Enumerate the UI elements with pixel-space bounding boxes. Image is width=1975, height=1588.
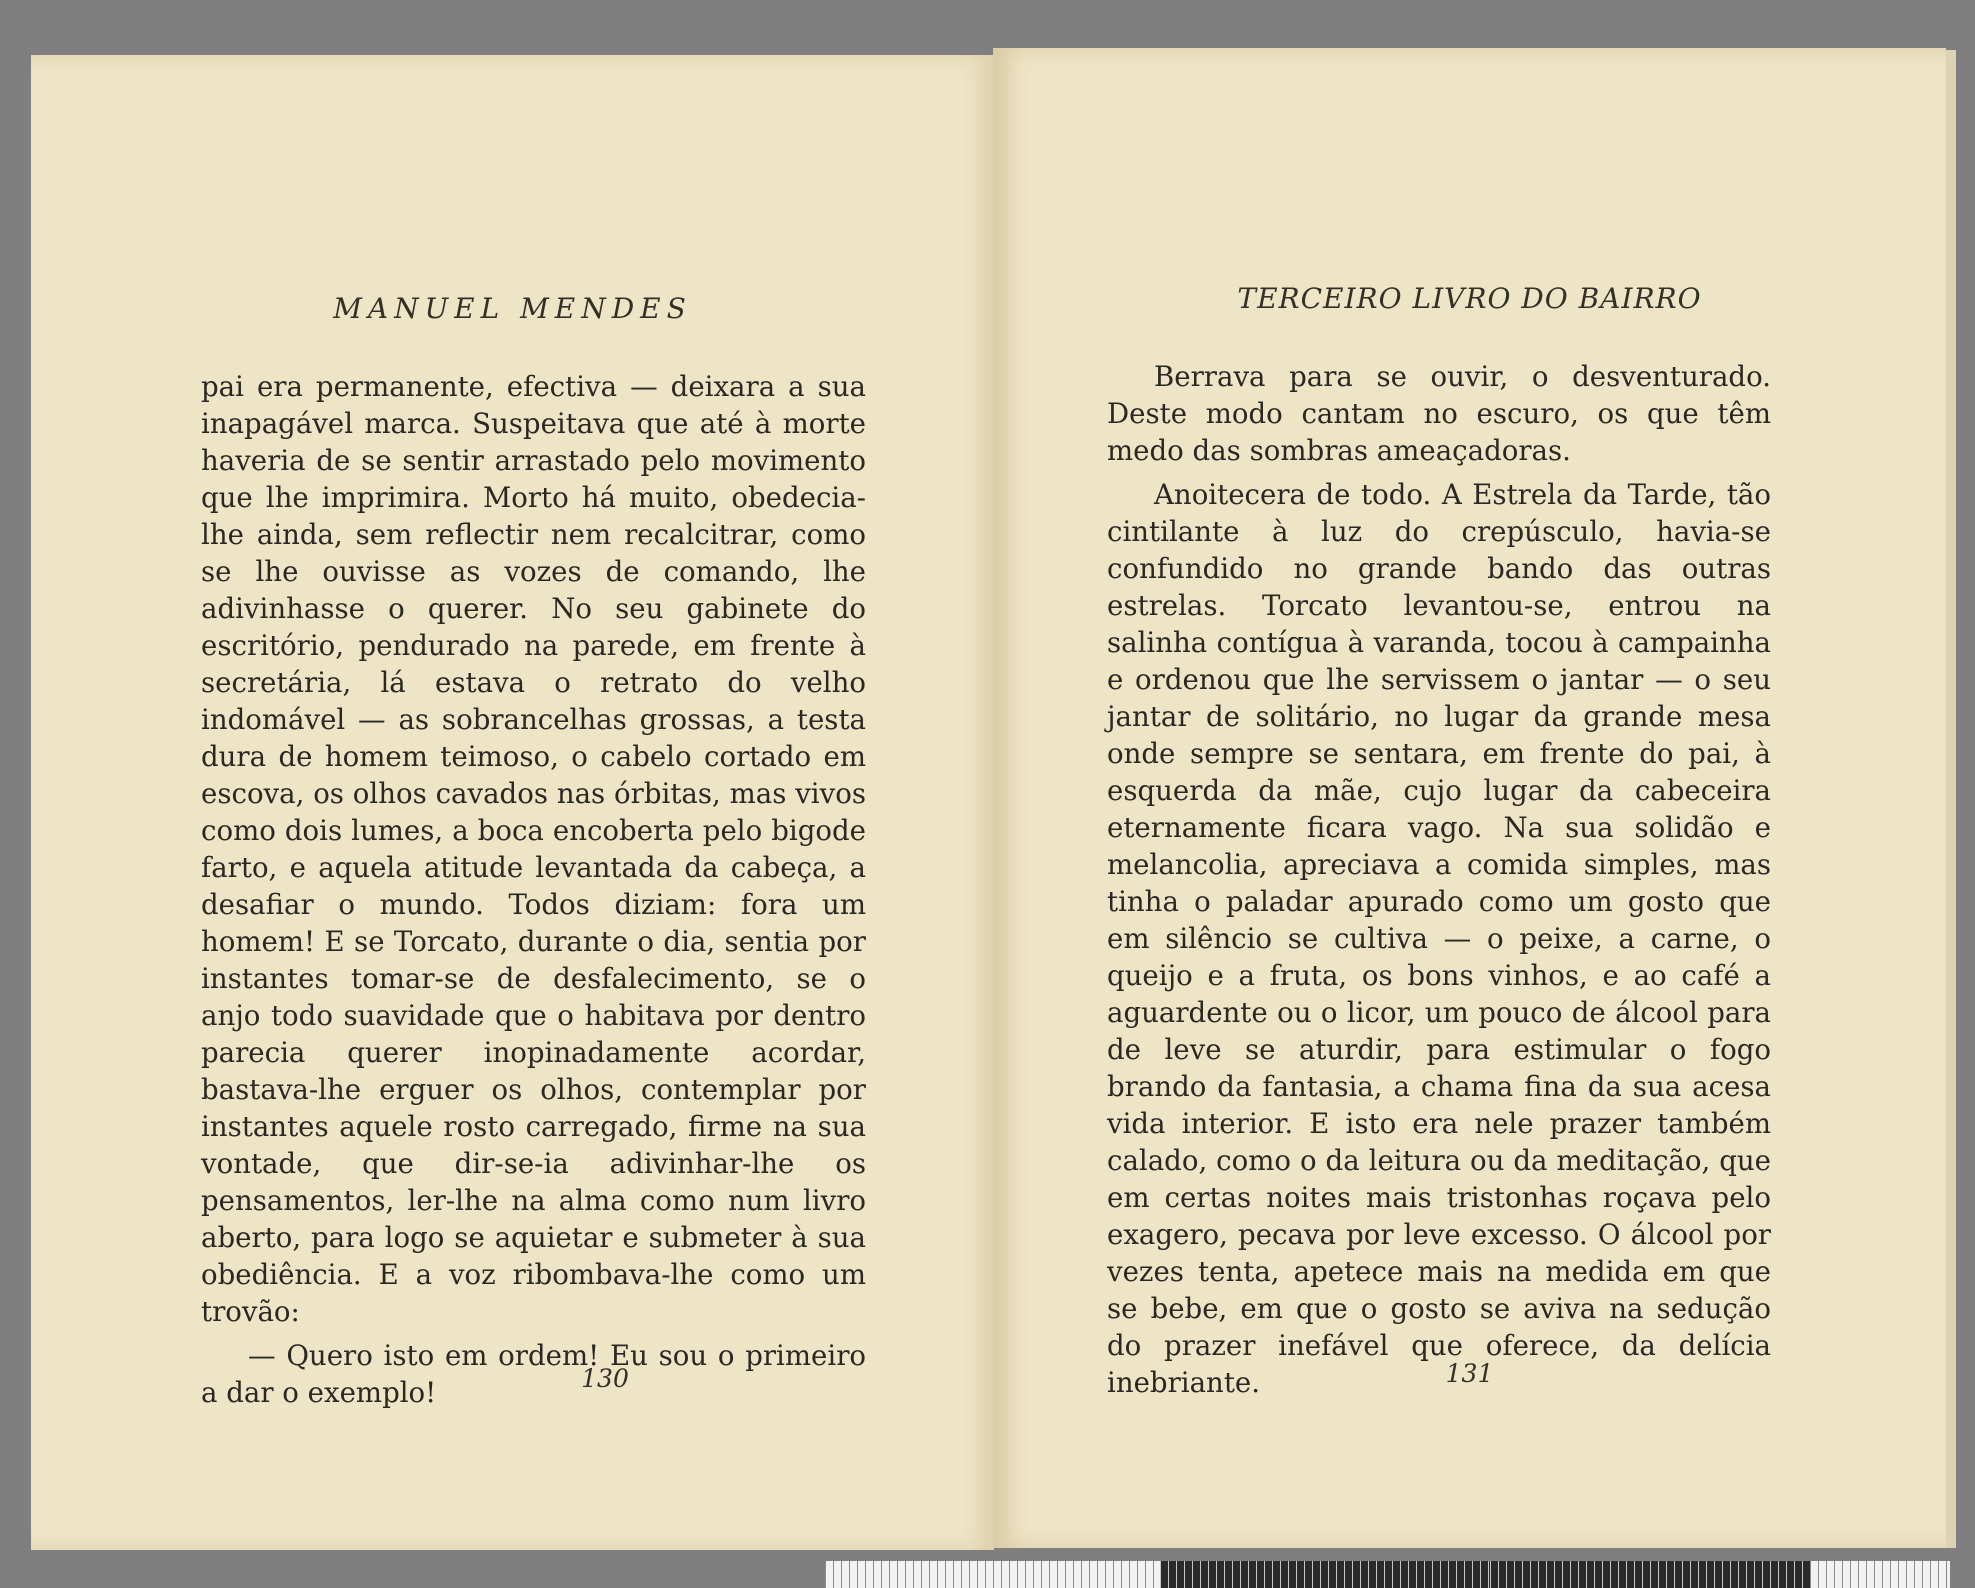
right-running-head: TERCEIRO LIVRO DO BAIRRO xyxy=(1237,282,1702,315)
ruler-light-segment xyxy=(825,1561,1160,1588)
left-running-head: MANUEL MENDES xyxy=(333,292,692,325)
left-page-number: 130 xyxy=(581,1364,629,1393)
left-paragraph-2: — Quero isto em ordem! Eu sou o primeiro a dar o exemplo! xyxy=(201,1339,866,1409)
ruler-dark-segment-2 xyxy=(1490,1561,1810,1588)
left-paragraph-1: pai era permanente, efectiva — deixara a sua inapagável marca. Suspeitava que até à morte haveria de se sentir arrastado pelo movimento que lhe imprimira. Morto há muito, obedecia-lhe ainda, sem reflectir nem recalcitrar, como se lhe ouvisse as vozes de comando, lhe adivinhasse o querer. No seu gabinete do escritório, pendurado na parede, em frente à secretária, lá estava o retrato do velho indomável — as sobrancelhas grossas, a testa dura de homem teimoso, o cabelo cortado em escova, os olhos cavados nas órbitas, mas vivos como dois lumes, a boca encoberta pelo bigode farto, e aquela atitude levantada da cabeça, a desafiar o mundo. Todos diziam: fora um homem! E se Torcato, durante o dia, sentia por instantes tomar-se de desfalecimento, se o anjo todo suavidade que o habitava por dentro parecia querer inopinadamente acordar, bastava-lhe erguer os olhos, contemplar por instantes aquele rosto carregado, firme na sua vontade, que dir-se-ia adivinhar-lhe os pensamentos, ler-lhe na alma como num livro aberto, para logo se aquietar e submeter à sua obediência. E a voz ribombava-lhe como um trovão: xyxy=(201,370,866,1328)
right-paragraph-1: Berrava para se ouvir, o desventurado. Deste modo cantam no escuro, os que têm medo das sombras ameaçadoras. xyxy=(1107,360,1771,467)
right-page xyxy=(993,48,1946,1548)
ruler-dark-segment xyxy=(1160,1561,1490,1588)
left-page-body xyxy=(201,368,866,1418)
left-page xyxy=(31,55,994,1550)
right-paragraph-2: Anoitecera de todo. A Estrela da Tarde, tão cintilante à luz do crepúsculo, havia-se confundido no grande bando das outras estrelas. Torcato levantou-se, entrou na salinha contígua à varanda, tocou à campainha e ordenou que lhe servissem o jantar — o seu jantar de solitário, no lugar da grande mesa onde sempre se sentara, em frente do pai, à esquerda da mãe, cujo lugar da cabeceira eternamente ficara vago. Na sua solidão e melancolia, apreciava a comida simples, mas tinha o paladar apurado como um gosto que em silêncio se cultiva — o peixe, a carne, o queijo e a fruta, os bons vinhos, e ao café a aguardente ou o licor, um pouco de álcool para de leve se aturdir, para estimular o fogo brando da fantasia, a chama fina da sua acesa vida interior. E isto era nele prazer também calado, como o da leitura ou da meditação, que em certas noites mais tristonhas roçava pelo exagero, pecava por leve excesso. O álcool por vezes tenta, apetece mais na medida em que se bebe, em que o gosto se aviva na sedução do prazer inefável que oferece, da delícia inebriante. xyxy=(1107,478,1771,1399)
ruler-light-segment-2 xyxy=(1810,1561,1950,1588)
scale-ruler xyxy=(825,1561,1950,1588)
right-page-number: 131 xyxy=(1445,1359,1494,1388)
page-edge xyxy=(1946,50,1956,1548)
right-page-body xyxy=(1107,358,1771,1408)
